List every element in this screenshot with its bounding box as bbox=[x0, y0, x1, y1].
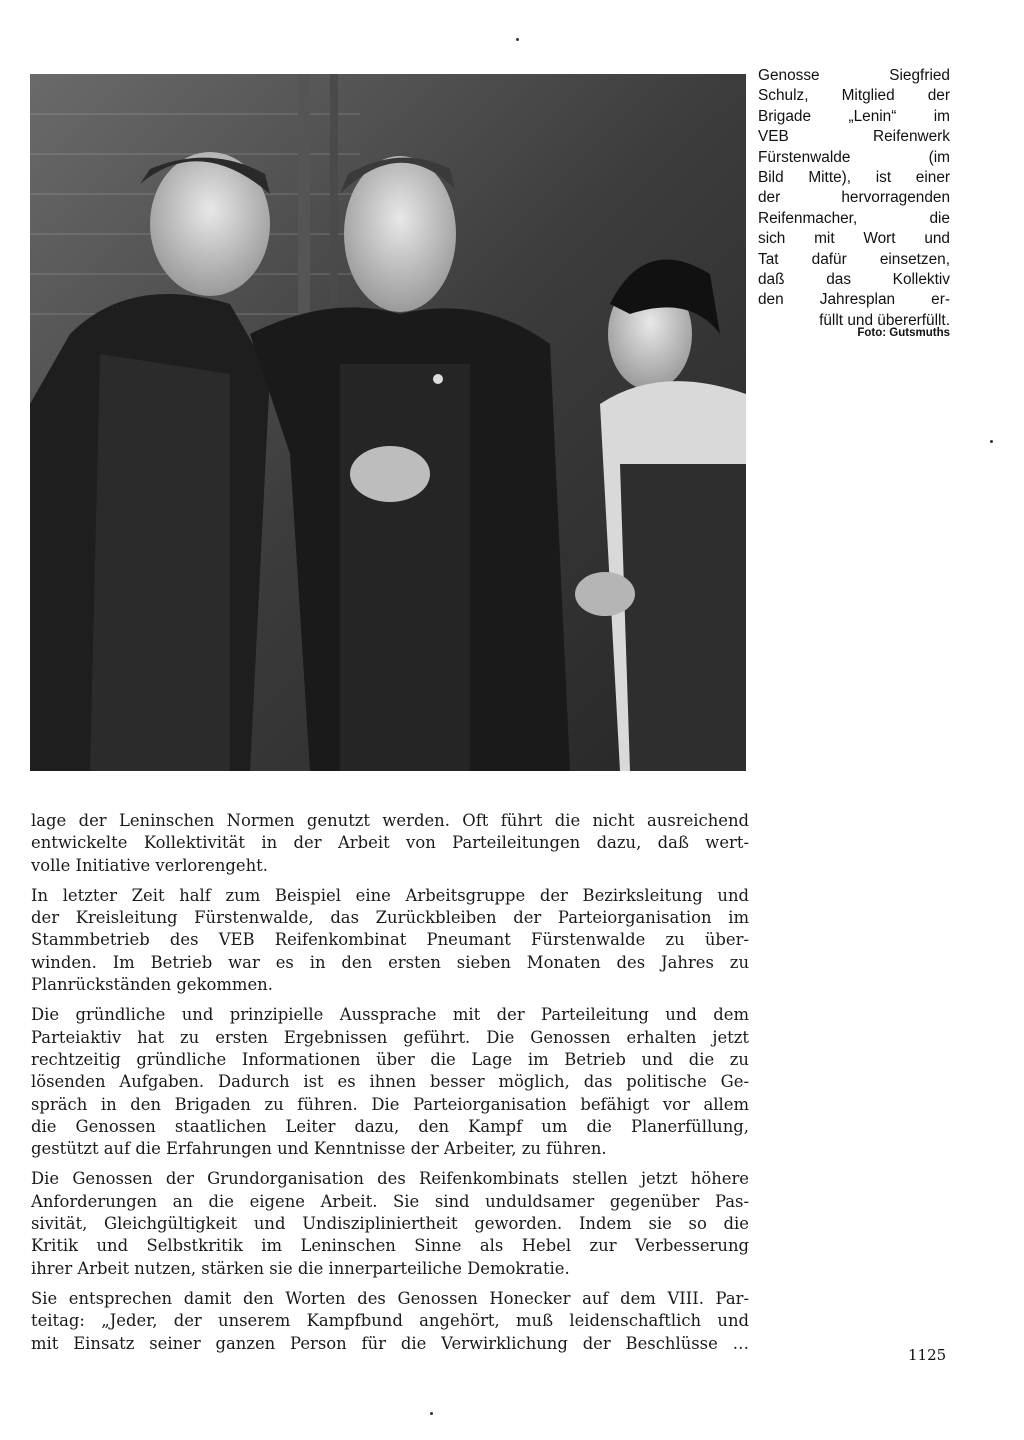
caption-line: füllt und übererfüllt. bbox=[819, 311, 950, 329]
caption-line: Fürstenwalde (im bbox=[758, 148, 950, 166]
text-line: volle Initiative verlorengeht. bbox=[31, 855, 268, 875]
paragraph bbox=[31, 810, 749, 877]
caption-line: den Jahresplan er- bbox=[758, 291, 950, 309]
text-line: Planrückständen gekommen. bbox=[31, 975, 273, 995]
caption-line: sich mit Wort und bbox=[758, 230, 950, 248]
caption-line: daß das Kollektiv bbox=[758, 271, 950, 289]
photo-caption bbox=[758, 66, 950, 331]
text-line: Die gründliche und prinzipielle Aussprache mit der Parteileitung und dem bbox=[31, 1005, 749, 1025]
paragraph bbox=[31, 1288, 749, 1355]
caption-line: Schulz, Mitglied der bbox=[758, 87, 950, 105]
print-speck bbox=[430, 1412, 433, 1415]
text-line: Kritik und Selbstkritik im Leninschen Sinne als Hebel zur Verbesserung bbox=[31, 1236, 749, 1256]
photo-credit: Foto: Gutsmuths bbox=[857, 327, 950, 339]
caption-line: Reifenmacher, die bbox=[758, 209, 950, 227]
text-line: Sie entsprechen damit den Worten des Genossen Honecker auf dem VIII. Par- bbox=[31, 1288, 749, 1308]
text-line: spräch in den Brigaden zu führen. Die Parteiorganisation befähigt vor allem bbox=[31, 1094, 749, 1114]
text-line: Anforderungen an die eigene Arbeit. Sie sind unduldsamer gegenüber Pas- bbox=[31, 1191, 749, 1211]
text-line: ihrer Arbeit nutzen, stärken sie die innerparteiliche Demokratie. bbox=[31, 1258, 570, 1278]
paragraph bbox=[31, 1004, 749, 1160]
text-line: gestützt auf die Erfahrungen und Kenntnisse der Arbeiter, zu führen. bbox=[31, 1139, 607, 1159]
photo-illustration bbox=[30, 74, 746, 771]
text-line: mit Einsatz seiner ganzen Person für die Verwirklichung der Beschlüsse … bbox=[31, 1333, 749, 1353]
article-body bbox=[31, 810, 749, 1363]
print-speck bbox=[990, 440, 993, 443]
text-line: winden. Im Betrieb war es in den ersten sieben Monaten des Jahres zu bbox=[31, 952, 749, 972]
caption-line: Genosse Siegfried bbox=[758, 67, 950, 84]
print-speck bbox=[516, 38, 519, 41]
page-number: 1125 bbox=[908, 1346, 947, 1364]
caption-line: der hervorragenden bbox=[758, 189, 950, 207]
paragraph bbox=[31, 885, 749, 996]
text-line: Die Genossen der Grundorganisation des Reifenkombinats stellen jetzt höhere bbox=[31, 1169, 749, 1189]
text-line: lösenden Aufgaben. Dadurch ist es ihnen besser möglich, das politische Ge- bbox=[31, 1072, 749, 1092]
caption-line: Bild Mitte), ist einer bbox=[758, 169, 950, 187]
text-line: Parteiaktiv hat zu ersten Ergebnissen geführt. Die Genossen erhalten jetzt bbox=[31, 1027, 749, 1047]
caption-line: VEB Reifenwerk bbox=[758, 128, 950, 146]
paragraph bbox=[31, 1168, 749, 1279]
text-line: In letzter Zeit half zum Beispiel eine Arbeitsgruppe der Bezirksleitung und bbox=[31, 885, 749, 905]
text-line: lage der Leninschen Normen genutzt werden. Oft führt die nicht ausreichend bbox=[31, 811, 749, 830]
text-line: entwickelte Kollektivität in der Arbeit von Parteileitungen dazu, daß wert- bbox=[31, 833, 749, 853]
text-line: teitag: „Jeder, der unserem Kampfbund angehört, muß leidenschaftlich und bbox=[31, 1311, 749, 1331]
text-line: der Kreisleitung Fürstenwalde, das Zurückbleiben der Parteiorganisation im bbox=[31, 908, 749, 928]
text-line: Stammbetrieb des VEB Reifenkombinat Pneumant Fürstenwalde zu über- bbox=[31, 930, 749, 950]
caption-line: Tat dafür einsetzen, bbox=[758, 250, 950, 268]
text-line: rechtzeitig gründliche Informationen über die Lage im Betrieb und die zu bbox=[31, 1049, 749, 1069]
text-line: sivität, Gleichgültigkeit und Undiszipliniertheit geworden. Indem sie so die bbox=[31, 1214, 749, 1234]
text-line: die Genossen staatlichen Leiter dazu, den Kampf um die Planerfüllung, bbox=[31, 1116, 749, 1136]
caption-line: Brigade „Lenin“ im bbox=[758, 107, 950, 125]
photo bbox=[30, 74, 746, 771]
